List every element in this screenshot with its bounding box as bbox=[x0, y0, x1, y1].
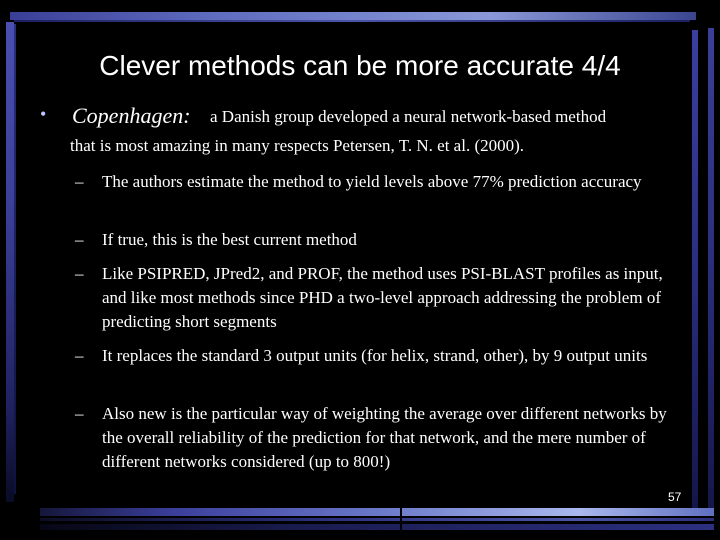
slide-title: Clever methods can be more accurate 4/4 bbox=[99, 50, 621, 81]
frame-top-bar bbox=[10, 12, 696, 20]
sub-bullet-dash: – bbox=[75, 264, 84, 283]
sub-bullet-text: It replaces the standard 3 output units (for helix, strand, other), by 9 output units bbox=[102, 346, 648, 365]
bullet-marker: • bbox=[40, 104, 47, 124]
frame-left-bar-inner bbox=[14, 24, 16, 494]
sub-bullet-text: If true, this is the best current method bbox=[102, 230, 357, 249]
sub-bullet-text: The authors estimate the method to yield levels above 77% prediction accuracy bbox=[102, 172, 642, 191]
bullet-lead: Copenhagen: bbox=[72, 103, 191, 128]
sub-bullet-text: Like PSIPRED, JPred2, and PROF, the method uses PSI-BLAST profiles as input, and like most methods since PHD a two-level approach addressing the problem of predicting short segments bbox=[102, 264, 663, 331]
bullet-text-line1: a Danish group developed a neural network-based method bbox=[210, 107, 607, 126]
frame-right-bar bbox=[708, 28, 714, 514]
frame-top-bar-inner bbox=[14, 20, 690, 22]
sub-bullet-dash: – bbox=[75, 404, 84, 423]
frame-bottom-bar-2 bbox=[40, 518, 714, 521]
frame-left-bar bbox=[6, 22, 14, 502]
frame-bottom-bar bbox=[40, 508, 714, 516]
frame-right-bar-inner bbox=[692, 30, 698, 508]
frame-bottom-divider bbox=[400, 508, 402, 532]
sub-bullet-text: Also new is the particular way of weighting the average over different networks by the overall reliability of the prediction for that network, and the mere number of different networks considered (up to 800!) bbox=[102, 404, 667, 471]
sub-bullet-dash: – bbox=[75, 172, 84, 191]
sub-bullet-dash: – bbox=[75, 230, 84, 249]
frame-bottom-bar-3 bbox=[40, 524, 714, 530]
sub-bullet-dash: – bbox=[75, 346, 84, 365]
page-number: 57 bbox=[668, 490, 682, 504]
bullet-text-line2: that is most amazing in many respects Petersen, T. N. et al. (2000). bbox=[70, 136, 525, 155]
